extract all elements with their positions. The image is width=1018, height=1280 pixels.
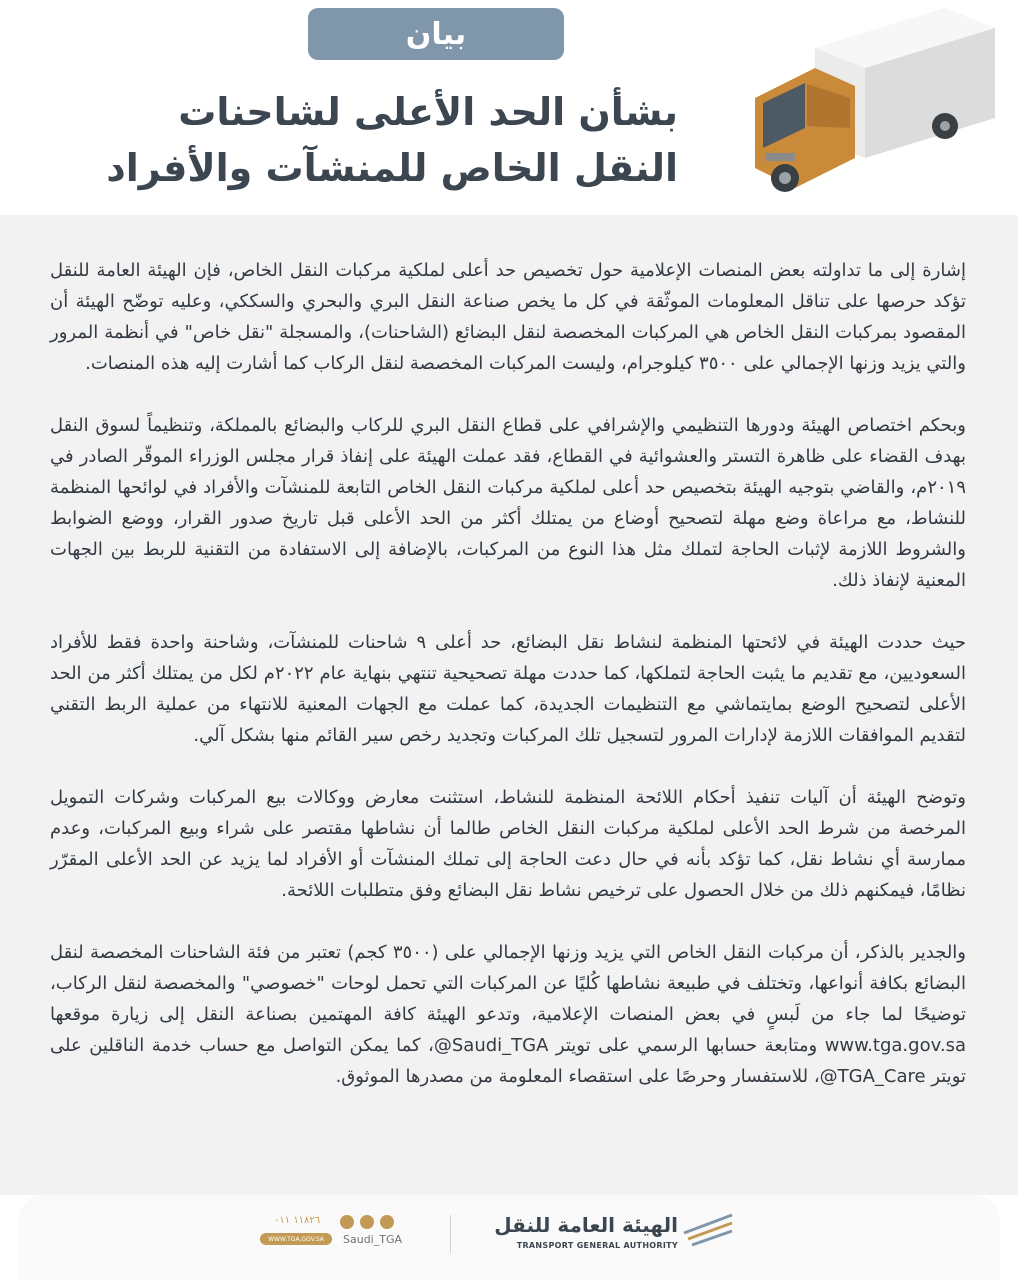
header bbox=[0, 0, 1018, 215]
footer-card bbox=[18, 1195, 1000, 1280]
youtube-icon[interactable] bbox=[340, 1215, 354, 1229]
paragraphs bbox=[50, 255, 966, 1123]
paragraph-4: وتوضح الهيئة أن آليات تنفيذ أحكام اللائحة المنظمة للنشاط، استثنت معارض ووكالات بيع المركبات وشركات التمويل المرخصة من شرط الحد الأعلى لملكية مركبات النقل الخاص طالما أن نشاطها مقتصر على شراء وبيع المركبات، وعدم ممارسة أي نشاط نقل، كما تؤكد بأنه في حال دعت الحاجة إلى تملك المنشآت أو الأفراد لما يزيد عن الحد الأعلى المقرّر نظامًا، فيمكنهم ذلك من خلال الحصول على ترخيص نشاط نقل البضائع وفق متطلبات اللائحة. bbox=[50, 787, 966, 901]
twitter-icon[interactable] bbox=[380, 1215, 394, 1229]
org-name-arabic: الهيئة العامة للنقل bbox=[494, 1213, 678, 1237]
website-link[interactable]: WWW.TGA.GOV.SA bbox=[260, 1233, 332, 1245]
truck-icon bbox=[745, 8, 997, 198]
social-handle[interactable]: Saudi_TGA bbox=[343, 1233, 403, 1246]
paragraph-3: حيث حددت الهيئة في لائحتها المنظمة لنشاط نقل البضائع، حد أعلى ٩ شاحنات للمنشآت، وشاحنة واحدة فقط للأفراد السعوديين، مع تقديم ما يثبت الحاجة لتملكها، كما حددت مهلة تصحيحية تنتهي بنهاية عام ٢٠٢٢م لكل من يمتلك أكثر من الحد الأعلى لتصحيح الوضع بمايتماشي مع التنظيمات الجديدة، كما عملت مع الجهات المعنية للانتهاء من عملية الربط التقني لتقديم الموافقات اللازمة لإدارات المرور لتسجيل تلك المركبات وتجديد رخص سير القائم منها بشكل آلي. bbox=[50, 632, 966, 746]
statement-badge: بيان bbox=[308, 8, 564, 60]
paragraph-1: إشارة إلى ما تداولته بعض المنصات الإعلامية حول تخصيص حد أعلى لملكية مركبات النقل الخاص، فإن الهيئة العامة للنقل تؤكد حرصها على تناقل المعلومات الموثّقة في كل ما يخص صناعة النقل البري والبحري والسككي، وعليه توضّح الهيئة أن المقصود بمركبات النقل الخاص هي المركبات المخصصة لنقل البضائع (الشاحنات)، والمسجلة "نقل خاص" في أنظمة المرور والتي يزيد وزنها الإجمالي على ٣٥٠٠ كيلوجرام، وليست المركبات المخصصة لنقل الركاب كما أشارت إليه هذه المنصات. bbox=[50, 260, 966, 374]
tga-logo-icon bbox=[682, 1209, 734, 1247]
statement-body bbox=[0, 215, 1018, 1195]
page-title-line1: بشأن الحد الأعلى لشاحنات bbox=[178, 90, 678, 134]
org-name-english: TRANSPORT GENERAL AUTHORITY bbox=[516, 1241, 678, 1250]
phone-number: ١١٨٢٦ ٠١١ bbox=[274, 1215, 321, 1226]
instagram-icon[interactable] bbox=[360, 1215, 374, 1229]
paragraph-2: وبحكم اختصاص الهيئة ودورها التنظيمي والإشرافي على قطاع النقل البري للركاب والبضائع بالمملكة، وتنظيماً لسوق النقل بهدف القضاء على ظاهرة التستر والعشوائية في القطاع، فقد عملت الهيئة على إنفاذ قرار مجلس الوزراء الموقّر الصادر في ٢٠١٩م، والقاضي بتوجيه الهيئة بتخصيص حد أعلى لملكية مركبات النقل الخاص التابعة للمنشآت والأفراد في لوائحها المنظمة للنشاط، مع مراعاة وضع مهلة لتصحيح أوضاع من يمتلك أكثر من الحد الأعلى قبل تاريخ صدور القرار، ووضع الضوابط والشروط اللازمة لإثبات الحاجة لتملك مثل هذا النوع من المركبات، بالإضافة إلى الاستفادة من التقنية للربط بين الجهات المعنية لإنفاذ ذلك. bbox=[50, 415, 966, 591]
footer bbox=[0, 1195, 1018, 1280]
footer-divider bbox=[450, 1215, 451, 1253]
social-icons bbox=[340, 1215, 394, 1229]
paragraph-5: والجدير بالذكر، أن مركبات النقل الخاص التي يزيد وزنها الإجمالي على (٣٥٠٠ كجم) تعتبر من فئة الشاحنات المخصصة لنقل البضائع بكافة أنواعها، وتختلف في طبيعة نشاطها كُليًا عن المركبات التي تحمل لوحات "خصوصي" والمخصصة لنقل الركاب، توضيحًا لما جاء من لَبسٍ في بعض المنصات الإعلامية، وتدعو الهيئة كافة المهتمين بصناعة النقل إلى زيارة موقعها www.tga.gov.sa ومتابعة حسابها الرسمي على تويتر Saudi_TGA@، كما يمكن التواصل مع حساب خدمة الناقلين على تويتر TGA_Care@، للاستفسار وحرصًا على استقصاء المعلومة من مصدرها الموثوق. bbox=[50, 942, 966, 1087]
page-title-line2: النقل الخاص للمنشآت والأفراد bbox=[106, 146, 678, 190]
